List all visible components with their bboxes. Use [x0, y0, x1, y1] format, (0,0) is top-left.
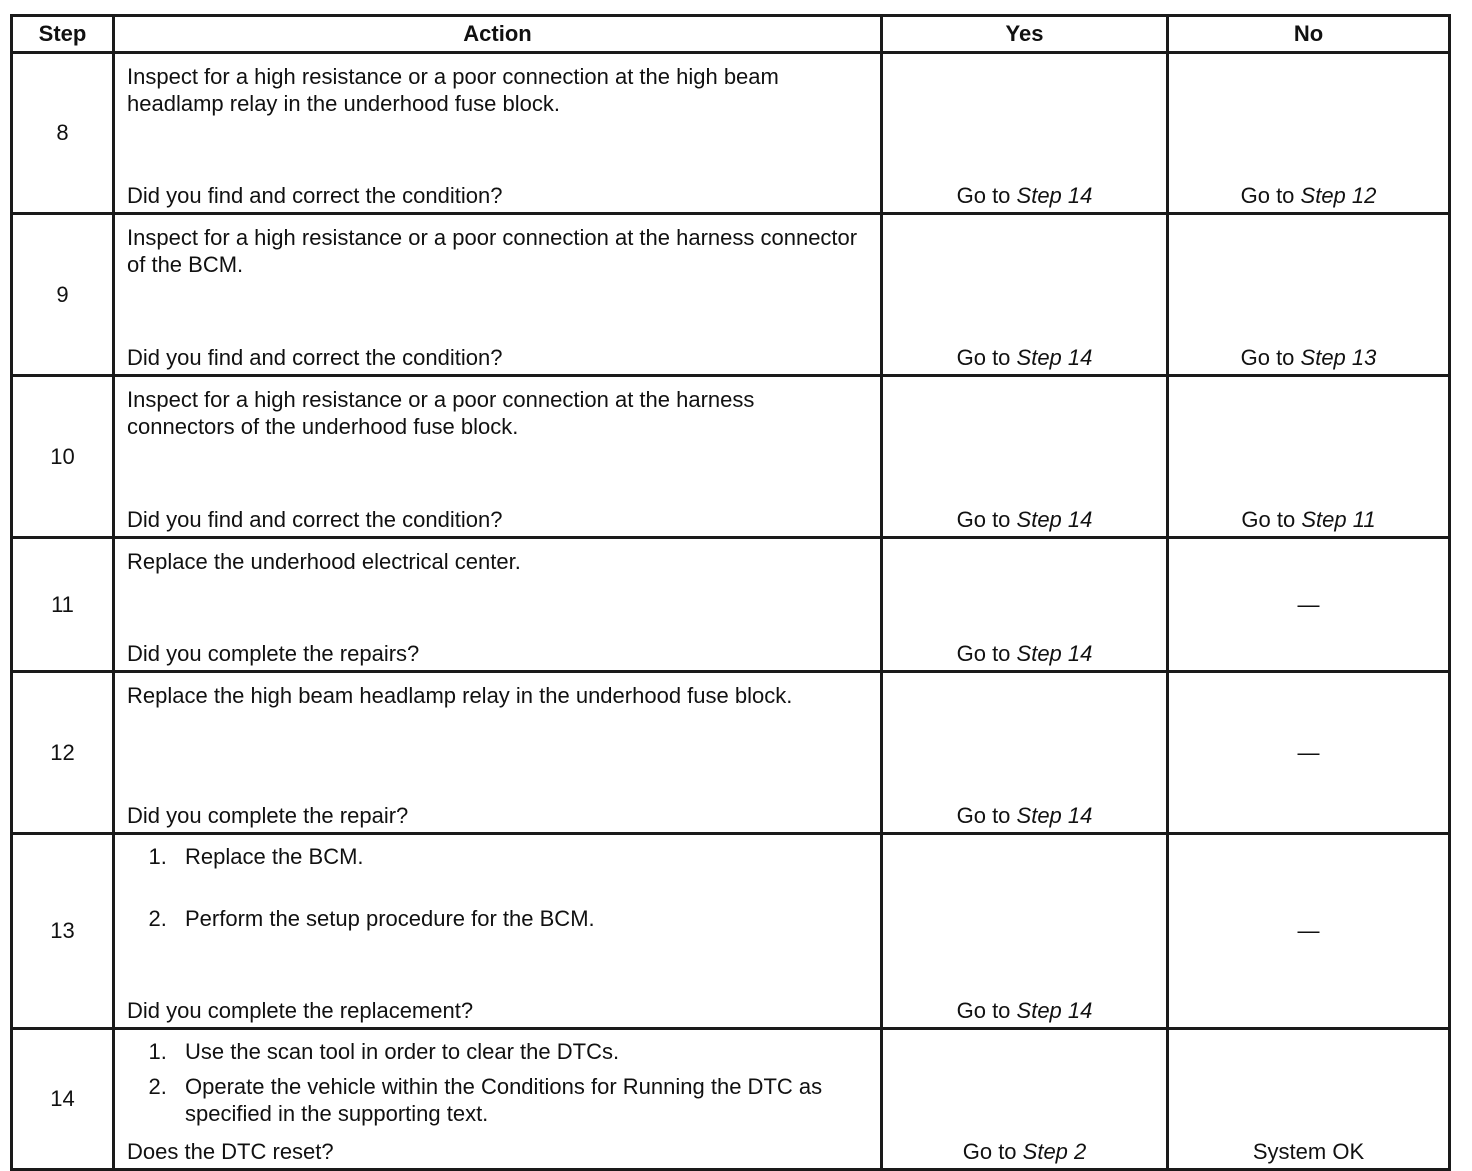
no-goto[interactable] — [1169, 345, 1448, 371]
step-number: 13 — [12, 834, 114, 1029]
list-item: 2. Perform the setup procedure for the BCM. — [173, 905, 868, 932]
yes-goto[interactable] — [883, 507, 1166, 533]
action-cell — [114, 53, 882, 214]
header-no: No — [1168, 16, 1450, 53]
yes-goto[interactable] — [883, 183, 1166, 209]
step-reference: Step 2 — [1022, 1139, 1087, 1164]
yes-cell — [882, 53, 1168, 214]
goto-prefix: Go to — [956, 183, 1017, 208]
yes-cell — [882, 1029, 1168, 1170]
no-cell — [1168, 214, 1450, 376]
action-cell — [114, 672, 882, 834]
step-number: 12 — [12, 672, 114, 834]
step-reference: Step 14 — [1016, 803, 1093, 828]
no-cell — [1168, 376, 1450, 538]
yes-goto[interactable] — [883, 345, 1166, 371]
header-step: Step — [12, 16, 114, 53]
table-row — [12, 214, 1450, 376]
action-instruction: Replace the high beam headlamp relay in the underhood fuse block. — [127, 683, 793, 708]
no-dash: — — [1297, 918, 1320, 943]
action-question: Does the DTC reset? — [127, 1139, 334, 1164]
header-yes: Yes — [882, 16, 1168, 53]
no-cell — [1168, 538, 1450, 672]
step-reference: Step 12 — [1300, 183, 1377, 208]
step-number: 11 — [12, 538, 114, 672]
no-result: System OK — [1252, 1139, 1365, 1164]
table-row — [12, 834, 1450, 1029]
no-goto[interactable] — [1169, 507, 1448, 533]
yes-cell — [882, 538, 1168, 672]
no-dash: — — [1297, 591, 1320, 617]
step-reference: Step 14 — [1016, 183, 1093, 208]
step-number: 10 — [12, 376, 114, 538]
goto-prefix: Go to — [956, 803, 1017, 828]
step-reference: Step 13 — [1300, 345, 1377, 370]
step-reference: Step 11 — [1301, 507, 1376, 532]
yes-goto[interactable] — [883, 998, 1166, 1024]
goto-prefix: Go to — [956, 345, 1017, 370]
no-cell — [1168, 834, 1450, 1029]
no-cell — [1168, 672, 1450, 834]
yes-cell — [882, 672, 1168, 834]
action-steps-list — [127, 1038, 868, 1127]
goto-prefix: Go to — [956, 507, 1017, 532]
action-question: Did you find and correct the condition? — [127, 345, 503, 370]
yes-goto[interactable] — [883, 1139, 1166, 1165]
action-question: Did you find and correct the condition? — [127, 507, 503, 532]
table-row — [12, 376, 1450, 538]
no-cell — [1168, 53, 1450, 214]
action-cell — [114, 1029, 882, 1170]
goto-prefix: Go to — [956, 998, 1017, 1023]
list-item: 1. Use the scan tool in order to clear the DTCs. — [173, 1038, 868, 1065]
action-question: Did you find and correct the condition? — [127, 183, 503, 208]
goto-prefix: Go to — [1240, 183, 1301, 208]
table-header-row — [12, 16, 1450, 53]
action-instruction: Replace the underhood electrical center. — [127, 549, 521, 574]
action-cell — [114, 834, 882, 1029]
yes-cell — [882, 834, 1168, 1029]
goto-prefix: Go to — [962, 1139, 1023, 1164]
goto-prefix: Go to — [1240, 345, 1301, 370]
list-item: 1. Replace the BCM. — [173, 843, 868, 870]
action-cell — [114, 538, 882, 672]
step-reference: Step 14 — [1016, 641, 1093, 666]
action-steps-list — [127, 843, 868, 932]
table-row — [12, 538, 1450, 672]
step-reference: Step 14 — [1016, 345, 1093, 370]
goto-prefix: Go to — [956, 641, 1017, 666]
list-item: 2. Operate the vehicle within the Conditions for Running the DTC as specified in the supporting text. — [173, 1073, 868, 1127]
yes-cell — [882, 376, 1168, 538]
action-question: Did you complete the replacement? — [127, 998, 474, 1023]
table-row — [12, 672, 1450, 834]
action-question: Did you complete the repair? — [127, 803, 409, 828]
action-instruction: Inspect for a high resistance or a poor connection at the harness connectors of the underhood fuse block. — [127, 387, 755, 439]
step-number: 8 — [12, 53, 114, 214]
step-reference: Step 14 — [1016, 507, 1093, 532]
action-cell — [114, 376, 882, 538]
diagnostic-table — [10, 14, 1451, 1171]
yes-goto[interactable] — [883, 803, 1166, 829]
table-row — [12, 53, 1450, 214]
no-cell — [1168, 1029, 1450, 1170]
diagnostic-table-page — [10, 14, 1448, 1171]
no-goto[interactable] — [1169, 183, 1448, 209]
action-instruction: Inspect for a high resistance or a poor connection at the high beam headlamp relay in the underhood fuse block. — [127, 64, 779, 116]
table-row — [12, 1029, 1450, 1170]
step-number: 14 — [12, 1029, 114, 1170]
goto-prefix: Go to — [1241, 507, 1302, 532]
action-instruction: Inspect for a high resistance or a poor connection at the harness connector of the BCM. — [127, 225, 858, 277]
action-cell — [114, 214, 882, 376]
step-reference: Step 14 — [1016, 998, 1093, 1023]
step-number: 9 — [12, 214, 114, 376]
no-dash: — — [1297, 739, 1320, 765]
action-question: Did you complete the repairs? — [127, 641, 420, 666]
header-action: Action — [114, 16, 882, 53]
yes-cell — [882, 214, 1168, 376]
yes-goto[interactable] — [883, 641, 1166, 667]
